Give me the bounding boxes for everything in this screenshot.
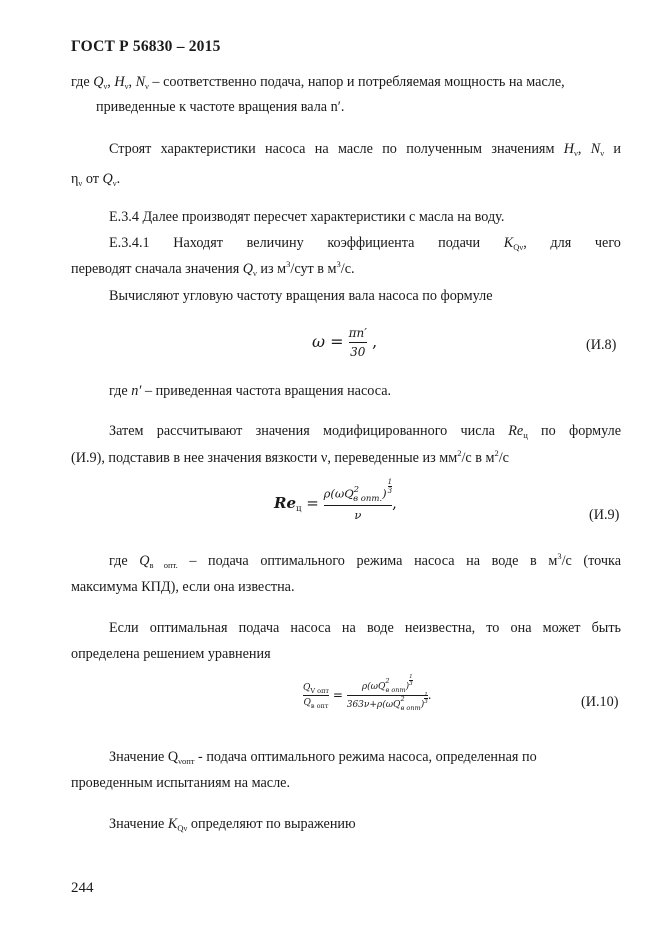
paragraph-where-n-prime: где n′ – приведенная частота вращения насоса. (109, 383, 392, 399)
section-e-3-4: Е.3.4 Далее производят пересчет характеристики с масла на воду. (109, 209, 505, 225)
document-header: ГОСТ Р 56830 – 2015 (71, 38, 221, 55)
paragraph-build-line2: $\eta_\nu$ от $Q_\nu$. (71, 171, 121, 188)
equation-i10: $\frac{Q_{V опт}}{Q_{в опт}}$ = $\rho(\omega Q^2_{в опт})$ $\frac{1}{3}$ $363\nu+\rho(\omega Q^2_{в опт})$ $\frac{1}{3}$ . (303, 674, 432, 712)
page-number: 244 (71, 880, 94, 896)
paragraph-unknown-flow-line2: определена решением уравнения (71, 646, 271, 662)
paragraph-build-characteristics: Строят характеристики насоса на масле по полученным значениям $H_\nu$, $N_\nu$ и (109, 141, 621, 158)
paragraph-where-q-opt-line2: максимума КПД), если она известна. (71, 579, 295, 595)
paragraph-value-q-opt: Значение $Q_{\nu опт}$ - подача оптимального режима насоса, определенная по (109, 749, 537, 766)
section-e-3-4-1: Е.3.4.1 Находят величину коэффициента подачи $K_{Q\nu}$, для чего (109, 235, 621, 252)
paragraph-angular-frequency: Вычисляют угловую частоту вращения вала насоса по формуле (109, 288, 493, 304)
paragraph-reynolds: Затем рассчитывают значения модифицированного числа $Re_ц$ по формуле (109, 423, 621, 440)
paragraph-where-q-h-n: где $Q_\nu$, $H_\nu$, $N_\nu$ – соответственно подача, напор и потребляемая мощность на масле, (71, 74, 565, 91)
equation-i9: $Re_ц$ = $\rho(\omega Q^2_{в опт.})$ $\frac{1}{3}$ ν , (274, 478, 397, 522)
section-e-3-4-1-line2: переводят сначала значения $Q_\nu$ из $м^3$/сут в $м^3/с$. (71, 259, 355, 278)
equation-i8: ω = $\frac{\pi n'}{30}$ , (312, 326, 378, 359)
paragraph-where-line2: приведенные к частоте вращения вала n′. (96, 99, 345, 115)
paragraph-value-q-opt-line2: проведенным испытаниям на масле. (71, 775, 291, 791)
paragraph-where-q-opt: где $Q_{в опт.}$ – подача оптимального режима насоса на воде в $м^3/с$ (точка (109, 551, 621, 570)
equation-label-i8: (И.8) (586, 337, 617, 353)
equation-label-i10: (И.10) (581, 694, 619, 710)
equation-label-i9: (И.9) (589, 507, 620, 523)
paragraph-reynolds-line2: (И.9), подставив в нее значения вязкости ν, переведенные из $мм^2/с$ в $м^2/с$ (71, 448, 509, 466)
paragraph-unknown-flow: Если оптимальная подача насоса на воде неизвестна, то она может быть (109, 620, 621, 636)
paragraph-value-k: Значение $K_{Q\nu}$ определяют по выражению (109, 816, 356, 833)
